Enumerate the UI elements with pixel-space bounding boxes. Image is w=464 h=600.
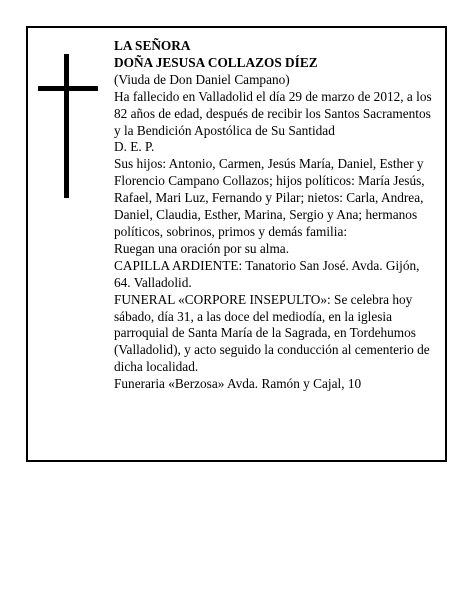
widow-of-line: (Viuda de Don Daniel Campano) xyxy=(114,71,290,87)
deceased-name: DOÑA JESUSA COLLAZOS DÍEZ xyxy=(114,54,318,70)
chapel-info: CAPILLA ARDIENTE: Tanatorio San José. Avda. Gijón, 64. Valladolid. xyxy=(114,257,420,290)
cross-icon xyxy=(38,54,98,198)
family-list: Sus hijos: Antonio, Carmen, Jesús María, Daniel, Esther y Florencio Campano Collazos; hijos políticos: María Jesús, Rafael, Mari Luz, Fernando y Pilar; nietos: Carla, Andrea, Daniel, Claudia, Esther, Marina, Sergio y Ana; hermanos políticos, sobrinos, primos y demás familia: xyxy=(114,156,425,239)
funeral-info: FUNERAL «CORPORE INSEPULTO»: Se celebra hoy sábado, día 31, a las doce del mediodía, en la iglesia parroquial de Santa María de la Sagrada, en Tordehumos (Valladolid), y acto seguido la conducción al cementerio de dicha localidad. xyxy=(114,291,430,375)
cross-vertical-bar xyxy=(64,54,69,198)
notice-heading: LA SEÑORA xyxy=(114,38,191,53)
cross-horizontal-bar xyxy=(38,86,98,91)
death-notice: Ha fallecido en Valladolid el día 29 de marzo de 2012, a los 82 años de edad, después de recibir los Santos Sacramentos y la Bendición Apostólica de Su Santidad xyxy=(114,88,432,138)
funeral-home-info: Funeraria «Berzosa» Avda. Ramón y Cajal, 10 xyxy=(114,376,362,392)
rip-line: D. E. P. xyxy=(114,139,155,155)
obituary-text xyxy=(114,38,434,393)
prayer-line: Ruegan una oración por su alma. xyxy=(114,240,290,256)
